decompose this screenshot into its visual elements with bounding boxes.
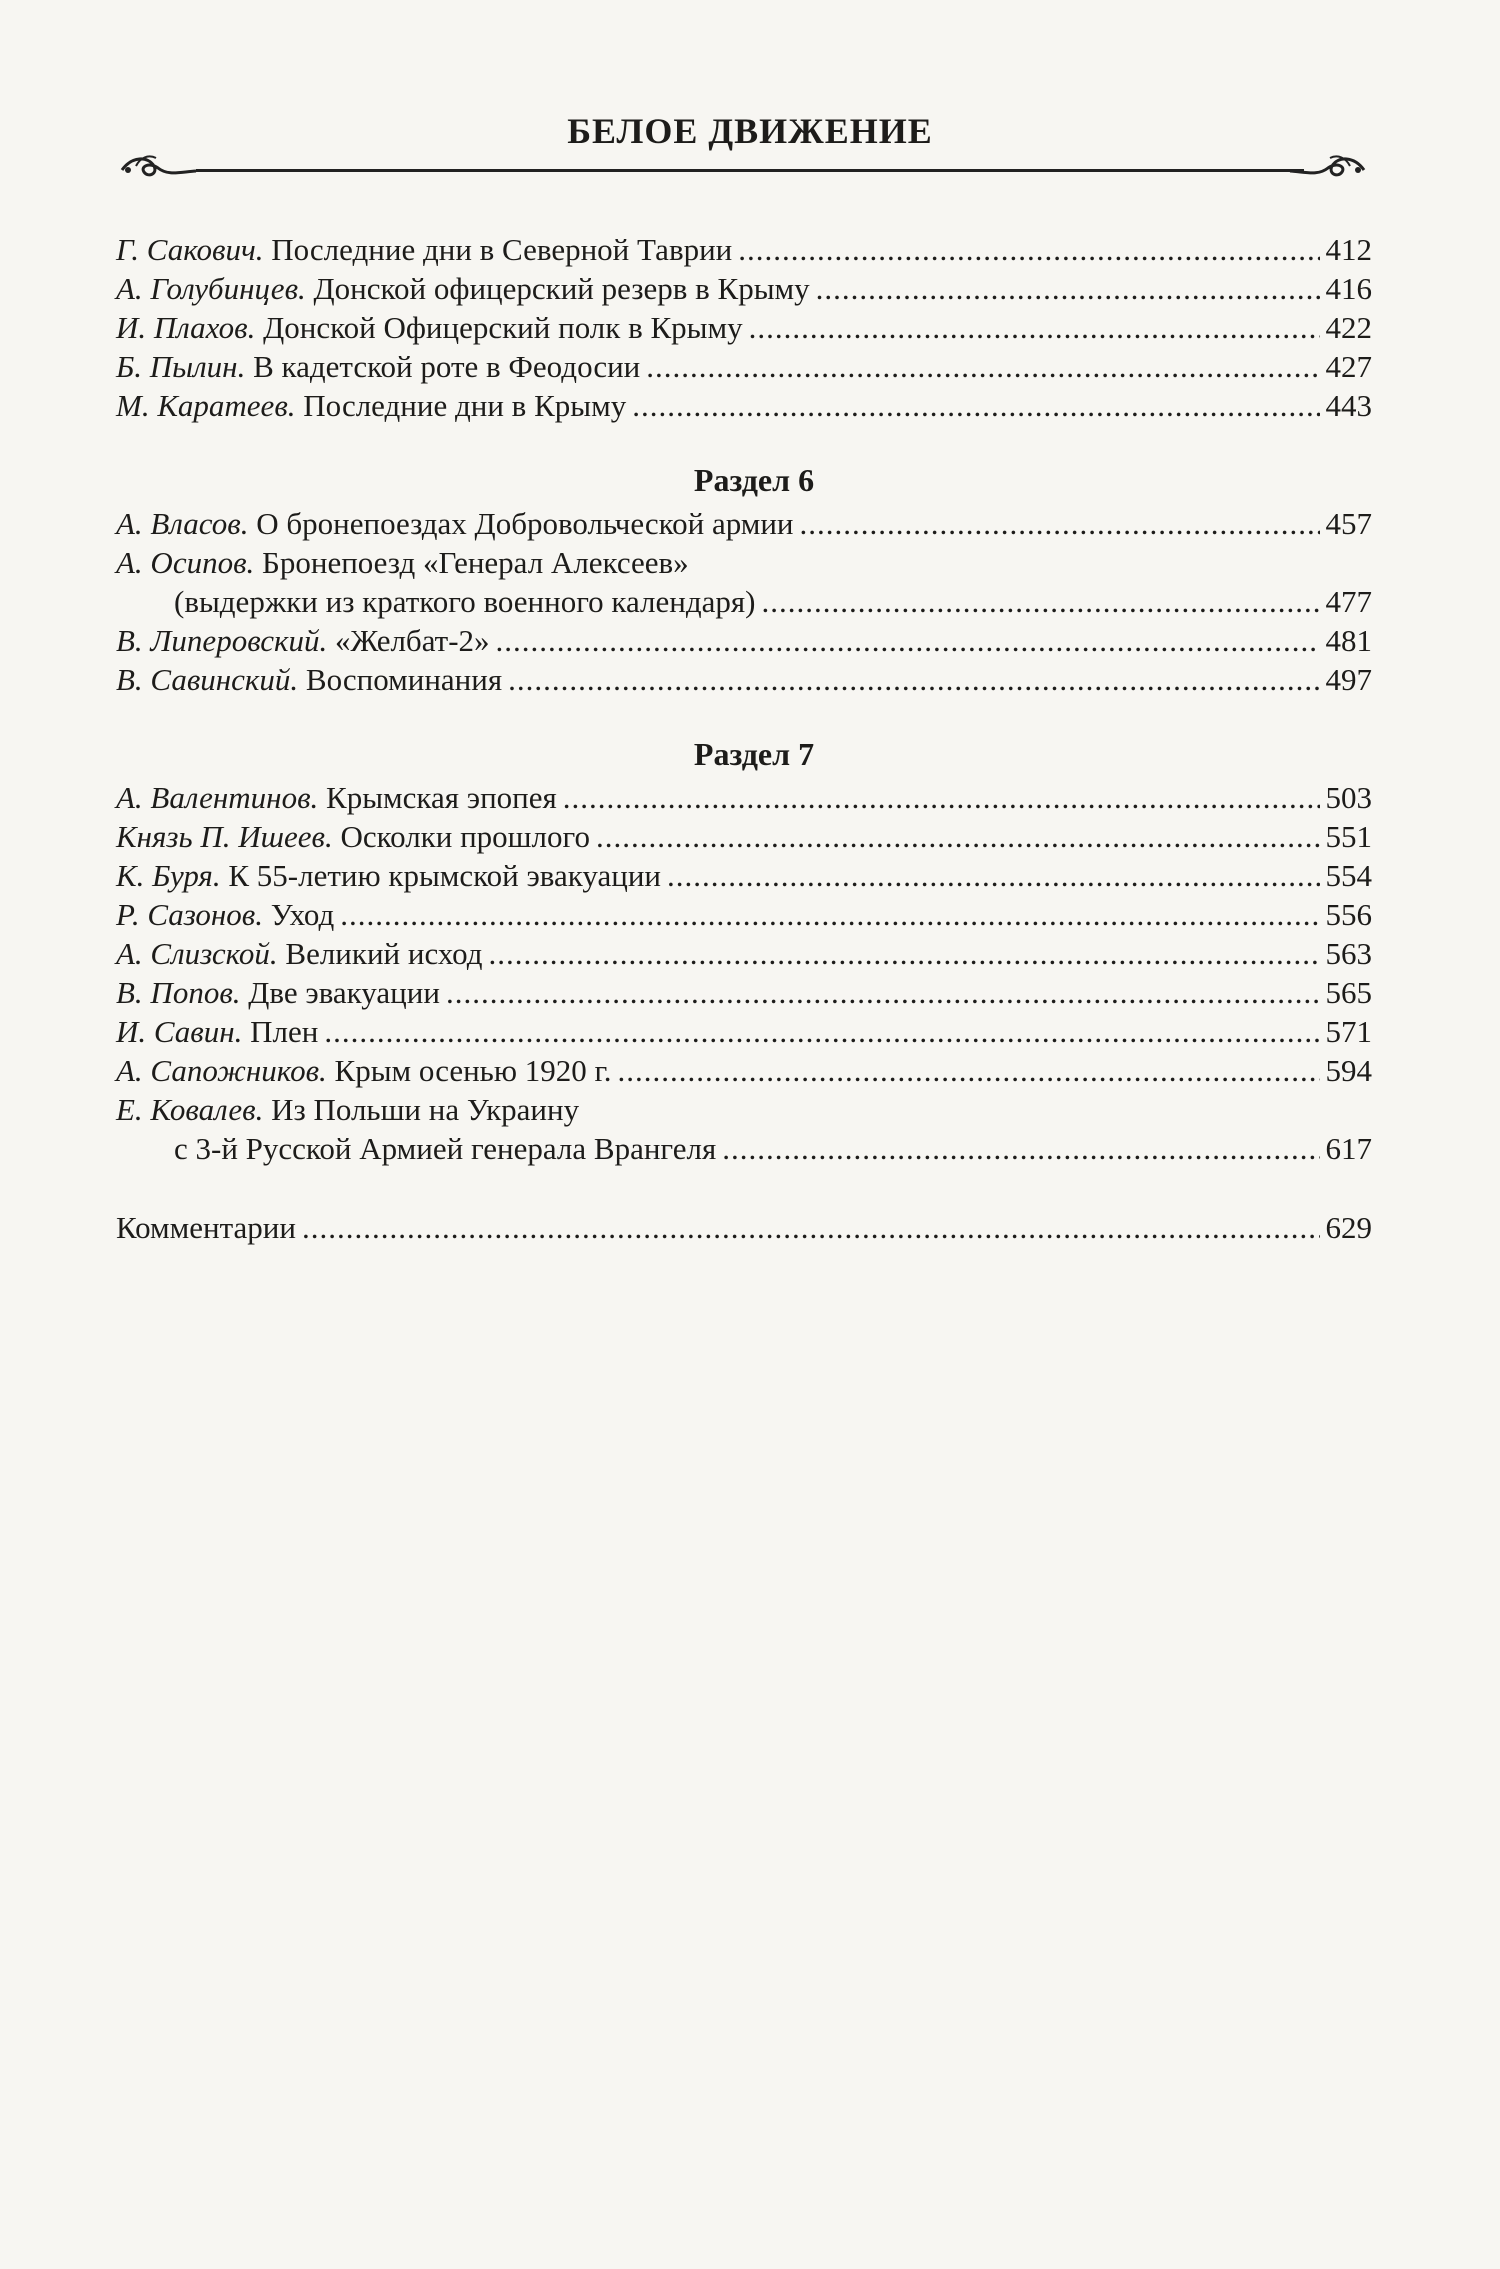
toc-entry-line <box>116 778 1372 817</box>
dot-leader <box>489 934 1320 973</box>
toc-title: Бронепоезд «Генерал Алексеев» <box>262 545 689 580</box>
toc-entry-text <box>116 621 490 660</box>
toc-entry <box>116 543 1372 621</box>
toc-entry-text <box>116 543 689 582</box>
toc-entry-text <box>116 230 732 269</box>
toc-entry <box>116 895 1372 934</box>
toc-author: А. Слизской. <box>116 936 278 971</box>
dot-leader <box>563 778 1320 817</box>
toc-entry-text <box>116 1012 318 1051</box>
toc-entry <box>116 934 1372 973</box>
toc-entry <box>116 269 1372 308</box>
toc-entry-continuation-line <box>116 1129 1372 1168</box>
toc-entry <box>116 386 1372 425</box>
toc-page-number: 443 <box>1325 388 1372 423</box>
toc-entry-line <box>116 504 1372 543</box>
dot-leader <box>508 660 1319 699</box>
toc-page-number: 422 <box>1325 310 1372 345</box>
toc-entry-line <box>116 895 1372 934</box>
toc-author: В. Липеровский. <box>116 623 328 658</box>
toc-page-number: 571 <box>1325 1014 1372 1049</box>
toc-author: А. Сапожников. <box>116 1053 327 1088</box>
toc-author: А. Голубинцев. <box>116 271 306 306</box>
toc-page-number: 481 <box>1325 623 1372 658</box>
toc-title: Донской офицерский резерв в Крыму <box>313 271 810 306</box>
toc-title: В кадетской роте в Феодосии <box>253 349 641 384</box>
toc-page-number: 412 <box>1325 232 1372 267</box>
toc-entry-text <box>116 1051 611 1090</box>
dot-leader <box>302 1208 1320 1247</box>
dot-leader <box>596 817 1320 856</box>
toc-page-number: 551 <box>1325 819 1372 854</box>
toc-entry-line <box>116 1208 1372 1247</box>
dot-leader <box>446 973 1320 1012</box>
toc-page-number: 565 <box>1325 975 1372 1010</box>
toc-entry-line <box>116 347 1372 386</box>
dot-leader <box>738 230 1319 269</box>
dot-leader <box>617 1051 1319 1090</box>
toc-title-continuation: (выдержки из краткого военного календаря) <box>174 584 756 619</box>
toc-entry <box>116 973 1372 1012</box>
toc-entry <box>116 856 1372 895</box>
toc-title: «Желбат-2» <box>335 623 490 658</box>
toc-entry <box>116 621 1372 660</box>
toc-title: Из Польши на Украину <box>271 1092 580 1127</box>
toc-entry <box>116 504 1372 543</box>
dot-leader <box>632 386 1319 425</box>
toc-entry <box>116 1208 1372 1247</box>
toc-entry-line <box>116 308 1372 347</box>
section-heading: Раздел 6 <box>693 462 815 498</box>
toc-entry-line <box>116 817 1372 856</box>
toc-entry <box>116 308 1372 347</box>
toc-page-number: 554 <box>1325 858 1372 893</box>
toc-title: Последние дни в Северной Таврии <box>271 232 733 267</box>
toc-entry-text <box>116 347 640 386</box>
toc-page-number: 503 <box>1325 780 1372 815</box>
flourish-ornament-left-icon <box>118 146 198 184</box>
dot-leader <box>340 895 1319 934</box>
toc-author: И. Савин. <box>116 1014 243 1049</box>
toc-entry <box>116 1012 1372 1051</box>
toc-entry <box>116 660 1372 699</box>
toc-author: Е. Ковалев. <box>116 1092 264 1127</box>
toc-entry-line <box>116 1090 1372 1129</box>
toc-title: Донской Офицерский полк в Крыму <box>263 310 743 345</box>
running-title: БЕЛОЕ ДВИЖЕНИЕ <box>567 111 933 151</box>
toc-entry-text <box>116 934 483 973</box>
toc-entry-line <box>116 856 1372 895</box>
toc-title-continuation: с 3-й Русской Армией генерала Врангеля <box>174 1131 717 1166</box>
toc-author: Г. Сакович. <box>116 232 264 267</box>
toc-title: Плен <box>250 1014 319 1049</box>
toc-entry-text <box>116 386 626 425</box>
toc-title: Уход <box>270 897 335 932</box>
header-rule <box>196 169 1304 172</box>
toc-title: Воспоминания <box>305 662 503 697</box>
toc-entry <box>116 1051 1372 1090</box>
toc-page-number: 497 <box>1325 662 1372 697</box>
toc-title: Осколки прошлого <box>340 819 590 854</box>
dot-leader <box>749 308 1320 347</box>
dot-leader <box>646 347 1319 386</box>
dot-leader <box>722 1129 1319 1168</box>
toc-entry-line <box>116 1051 1372 1090</box>
toc-entry-continuation-line <box>116 582 1372 621</box>
toc-title: Крымская эпопея <box>326 780 557 815</box>
toc-entry-text <box>116 778 557 817</box>
toc-entry-line <box>116 386 1372 425</box>
toc-page-number: 617 <box>1325 1131 1372 1166</box>
toc-title: О бронепоездах Добровольческой армии <box>256 506 794 541</box>
toc-title: К 55-летию крымской эвакуации <box>228 858 662 893</box>
toc-page-number: 457 <box>1325 506 1372 541</box>
toc-entry-text <box>116 895 334 934</box>
toc-entry <box>116 778 1372 817</box>
toc-entry <box>116 1090 1372 1168</box>
toc-entry-text <box>116 1208 296 1247</box>
toc-entry-text <box>116 817 590 856</box>
toc-title: Великий исход <box>285 936 483 971</box>
toc-entry-line <box>116 934 1372 973</box>
toc-author: Князь П. Ишеев. <box>116 819 333 854</box>
dot-leader <box>816 269 1320 308</box>
toc-author: К. Буря. <box>116 858 221 893</box>
toc-author: В. Попов. <box>116 975 241 1010</box>
toc-entry-text <box>116 973 440 1012</box>
toc-entry-line <box>116 1012 1372 1051</box>
toc-author: И. Плахов. <box>116 310 256 345</box>
toc-entry-text <box>116 308 743 347</box>
toc-entry <box>116 347 1372 386</box>
toc-entry-line <box>116 230 1372 269</box>
toc-entry <box>116 230 1372 269</box>
section-heading: Раздел 7 <box>693 736 815 772</box>
toc-title: Комментарии <box>116 1210 296 1245</box>
toc-page-number: 416 <box>1325 271 1372 306</box>
toc-title: Две эвакуации <box>248 975 440 1010</box>
toc-title: Крым осенью 1920 г. <box>334 1053 612 1088</box>
toc-entry-text <box>116 504 794 543</box>
toc-author: М. Каратеев. <box>116 388 296 423</box>
dot-leader <box>761 582 1319 621</box>
toc-page-number: 563 <box>1325 936 1372 971</box>
table-of-contents <box>116 230 1372 1247</box>
toc-entry-text <box>116 856 661 895</box>
toc-author: Б. Пылин. <box>116 349 246 384</box>
toc-entry-line <box>116 621 1372 660</box>
toc-entry-text <box>116 269 810 308</box>
toc-author: А. Власов. <box>116 506 249 541</box>
toc-page-number: 594 <box>1325 1053 1372 1088</box>
dot-leader <box>800 504 1320 543</box>
flourish-ornament-right-icon <box>1288 146 1368 184</box>
dot-leader <box>324 1012 1319 1051</box>
dot-leader <box>667 856 1319 895</box>
toc-author: А. Валентинов. <box>116 780 319 815</box>
toc-author: В. Савинский. <box>116 662 299 697</box>
toc-entry-line <box>116 269 1372 308</box>
toc-author: А. Осипов. <box>116 545 255 580</box>
toc-entry-line <box>116 973 1372 1012</box>
toc-entry-text <box>116 660 502 699</box>
toc-page-number: 556 <box>1325 897 1372 932</box>
toc-page-number: 427 <box>1325 349 1372 384</box>
toc-title: Последние дни в Крыму <box>303 388 627 423</box>
toc-entry-line <box>116 543 1372 582</box>
toc-page-number: 629 <box>1325 1210 1372 1245</box>
toc-page-number: 477 <box>1325 584 1372 619</box>
toc-entry <box>116 817 1372 856</box>
toc-author: Р. Сазонов. <box>116 897 263 932</box>
toc-entry-text <box>116 1090 579 1129</box>
dot-leader <box>496 621 1320 660</box>
toc-entry-line <box>116 660 1372 699</box>
section-spacer <box>116 1168 1372 1208</box>
